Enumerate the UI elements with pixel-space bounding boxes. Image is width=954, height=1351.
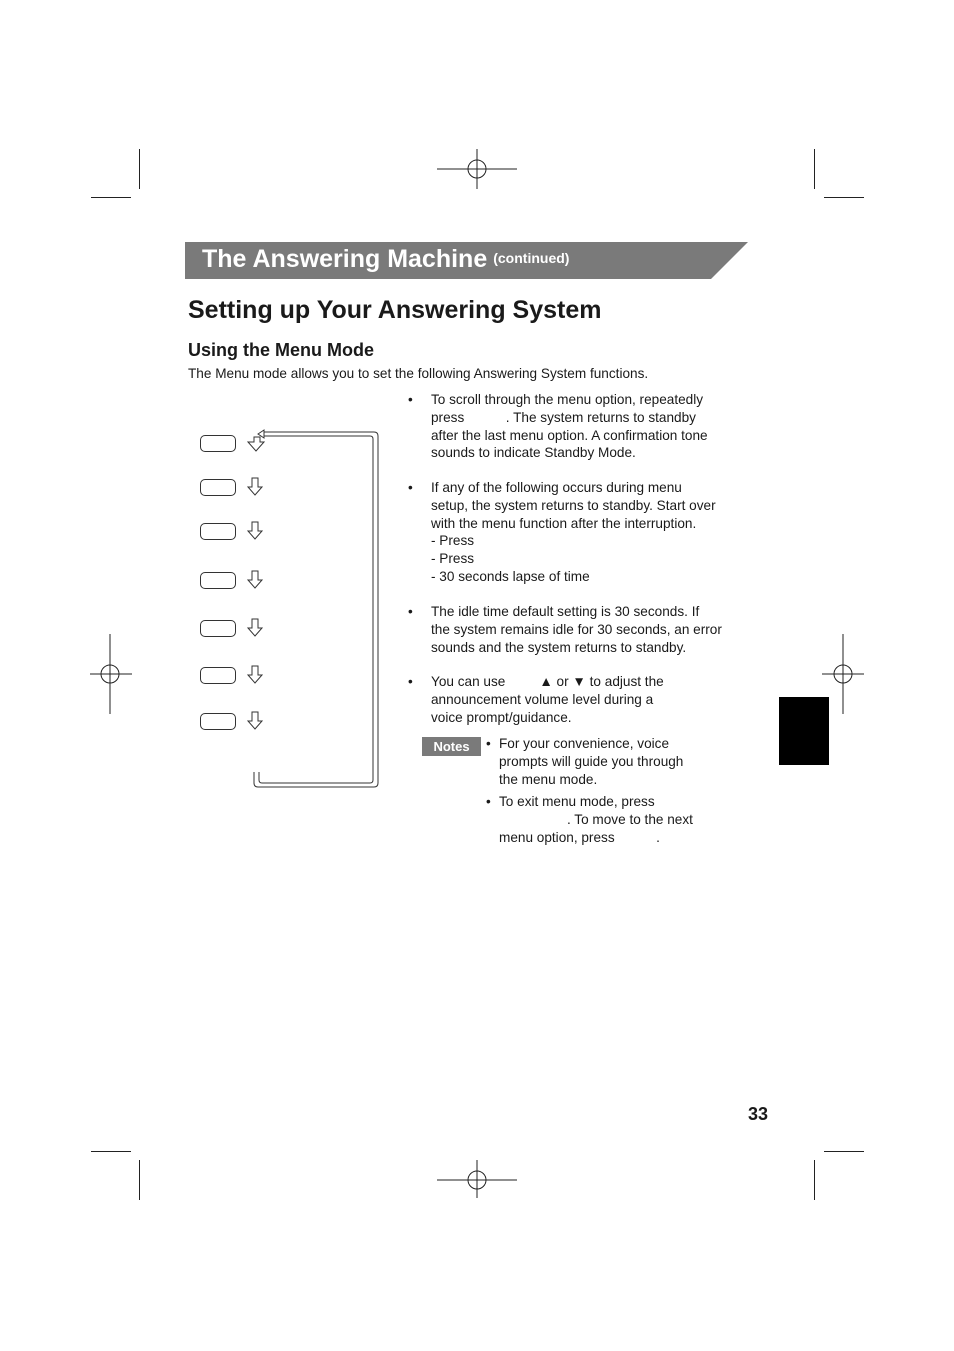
bullet-line: If any of the following occurs during menu xyxy=(431,480,682,495)
registration-mark-icon xyxy=(437,149,517,193)
crop-mark xyxy=(824,197,864,198)
note-line: prompts will guide you through xyxy=(499,753,684,769)
notes-badge: Notes xyxy=(422,737,481,756)
bullet-line: sounds and the system returns to standby. xyxy=(431,639,687,655)
bullet-line: announcement volume level during a xyxy=(431,691,654,707)
bullet-line: with the menu function after the interruption. xyxy=(431,515,697,531)
note-text xyxy=(499,735,739,788)
bullet-line: The idle time default setting is 30 seconds. If xyxy=(431,604,700,619)
note-text xyxy=(499,793,739,846)
bullet-dot: • xyxy=(408,392,413,407)
note-line: menu option, press . xyxy=(499,829,660,845)
crop-mark xyxy=(139,1160,140,1200)
chapter-title xyxy=(202,245,569,274)
page-title: Setting up Your Answering System xyxy=(188,296,602,324)
registration-mark-icon xyxy=(437,1160,517,1204)
menu-option-box xyxy=(200,620,236,637)
crop-mark xyxy=(824,1151,864,1152)
crop-mark xyxy=(814,149,815,189)
menu-option-box xyxy=(200,435,236,452)
bullet-dot: • xyxy=(486,736,491,751)
crop-mark xyxy=(91,1151,131,1152)
bullet-line: after the last menu option. A confirmation tone xyxy=(431,427,708,443)
note-line: the menu mode. xyxy=(499,771,598,787)
bullet-dot: • xyxy=(408,604,413,619)
bullet-line: - Press xyxy=(431,551,475,567)
bullet-text xyxy=(431,479,751,586)
bullet-line: You can use ▲ or ▼ to adjust the xyxy=(431,674,664,689)
section-title: Using the Menu Mode xyxy=(188,340,374,360)
menu-option-box xyxy=(200,572,236,589)
crop-mark xyxy=(139,149,140,189)
bullet-line: To scroll through the menu option, repeatedly xyxy=(431,392,704,407)
menu-option-box xyxy=(200,667,236,684)
chapter-side-tab xyxy=(779,697,829,765)
bullet-line: sounds to indicate Standby Mode. xyxy=(431,445,636,461)
chapter-title-text: The Answering Machine xyxy=(202,245,488,273)
menu-option-box xyxy=(200,713,236,730)
crop-mark xyxy=(91,197,131,198)
chapter-subtitle: (continued) xyxy=(493,250,570,266)
bullet-line: the system remains idle for 30 seconds, an error xyxy=(431,621,722,637)
bullet-dot: • xyxy=(408,674,413,689)
note-line: For your convenience, voice xyxy=(499,736,670,751)
chapter-header-bar xyxy=(185,242,748,279)
note-line: To exit menu mode, press xyxy=(499,794,655,809)
bullet-line: press . The system returns to standby xyxy=(431,409,696,425)
bullet-text xyxy=(431,391,751,462)
bullet-text xyxy=(431,603,751,656)
bullet-line: voice prompt/guidance. xyxy=(431,709,572,725)
bullet-dot: • xyxy=(486,794,491,809)
menu-option-box xyxy=(200,479,236,496)
page-number: 33 xyxy=(748,1104,769,1124)
intro-paragraph: The Menu mode allows you to set the following Answering System functions. xyxy=(188,366,649,381)
loop-return-icon xyxy=(244,424,382,792)
note-line: . To move to the next xyxy=(499,811,693,827)
bullet-line: setup, the system returns to standby. Start over xyxy=(431,497,716,513)
menu-option-box xyxy=(200,523,236,540)
bullet-text xyxy=(431,673,751,726)
bullet-line: - 30 seconds lapse of time xyxy=(431,568,590,584)
bullet-line: - Press xyxy=(431,533,475,549)
registration-mark-icon xyxy=(90,634,132,714)
bullet-dot: • xyxy=(408,480,413,495)
crop-mark xyxy=(814,1160,815,1200)
